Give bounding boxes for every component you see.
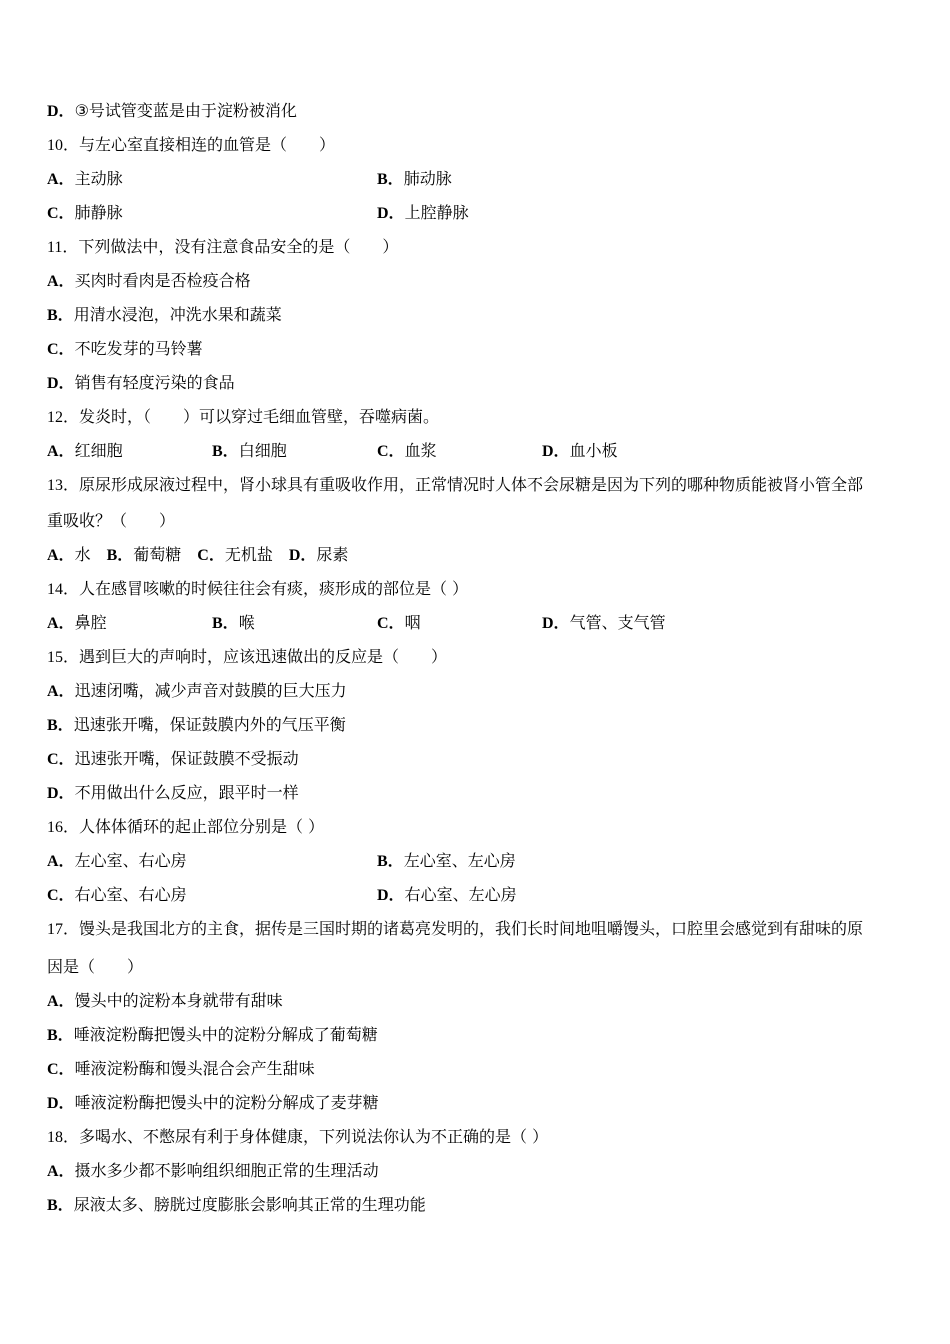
q12-stem — [47, 407, 439, 428]
q11-stem — [47, 237, 398, 258]
option-label: C． — [47, 887, 75, 904]
option-text: 肺动脉 — [403, 169, 452, 188]
question-number: 12． — [47, 409, 80, 426]
question-text: 馒头是我国北方的主食，据传是三国时期的诸葛亮发明的，我们长时间地咀嚼馒头，口腔里会感觉到有甜味的原 — [79, 919, 864, 938]
option-label: A． — [47, 273, 75, 290]
question-text: 重吸收？（ ） — [47, 511, 176, 530]
question-text: 与左心室直接相连的血管是（ ） — [79, 135, 336, 154]
q12-option-d — [542, 441, 618, 462]
option-label: B． — [47, 1027, 74, 1044]
q16-option-d — [377, 885, 517, 906]
option-label: B． — [212, 615, 239, 632]
option-label: C． — [377, 615, 405, 632]
option-text: 肺静脉 — [74, 203, 123, 222]
option-label: A． — [47, 1163, 75, 1180]
option-label: D． — [47, 1095, 75, 1112]
option-text: ③号试管变蓝是由于淀粉被消化 — [74, 101, 297, 120]
option-text: 唾液淀粉酶把馒头中的淀粉分解成了葡萄糖 — [73, 1025, 378, 1044]
question-text: 原尿形成尿液过程中，肾小球具有重吸收作用，正常情况时人体不会尿糖是因为下列的哪种物质能被肾小管全部 — [79, 475, 864, 494]
question-text: 多喝水、不憋尿有利于身体健康，下列说法你认为不正确的是（ ） — [79, 1127, 549, 1146]
option-label: A． — [47, 615, 75, 632]
option-text: 迅速张开嘴，保证鼓膜内外的气压平衡 — [73, 715, 346, 734]
option-label: A． — [47, 171, 75, 188]
question-number: 14． — [47, 581, 80, 598]
q10-option-a — [47, 169, 123, 190]
option-label: A． — [47, 683, 75, 700]
q14-option-d — [542, 613, 666, 634]
q16-option-b — [377, 851, 516, 872]
option-label: D． — [47, 785, 75, 802]
q10-option-d — [377, 203, 469, 224]
option-label: C． — [47, 1061, 75, 1078]
option-label: A． — [47, 547, 75, 564]
question-number: 11． — [47, 239, 79, 256]
q12-option-c — [377, 441, 437, 462]
option-text: 血小板 — [569, 441, 618, 460]
q14-option-c — [377, 613, 421, 634]
option-label: B． — [47, 307, 74, 324]
option-label: D． — [542, 615, 570, 632]
question-number: 16． — [47, 819, 80, 836]
option-text: 右心室、左心房 — [404, 885, 517, 904]
q17-stem-line2 — [47, 957, 143, 977]
q10-option-b — [377, 169, 452, 190]
q13-option-a — [47, 545, 91, 564]
option-label: D． — [377, 887, 405, 904]
option-text: 尿素 — [316, 545, 349, 564]
q13-stem-line1 — [47, 475, 863, 496]
option-label: C． — [197, 547, 225, 564]
option-label: B． — [377, 853, 404, 870]
q12-option-a — [47, 441, 123, 462]
option-label: D． — [288, 547, 317, 564]
q15-option-c — [47, 749, 299, 770]
option-text: 不用做出什么反应，跟平时一样 — [74, 783, 299, 802]
q13-option-d — [289, 545, 349, 564]
option-label: D． — [47, 375, 75, 392]
question-text: 人在感冒咳嗽的时候往往会有痰，痰形成的部位是（ ） — [79, 579, 469, 598]
option-label: D． — [377, 205, 405, 222]
option-text: 不吃发芽的马铃薯 — [74, 339, 203, 358]
q12-option-b — [212, 441, 287, 462]
q18-option-a — [47, 1161, 379, 1182]
option-text: 迅速张开嘴，保证鼓膜不受振动 — [74, 749, 299, 768]
question-number: 15． — [47, 649, 80, 666]
q13-options — [47, 545, 348, 566]
option-text: 无机盐 — [224, 545, 273, 564]
q15-option-b — [47, 715, 346, 736]
option-label: A． — [47, 443, 75, 460]
option-label: A． — [47, 853, 75, 870]
option-label: C． — [47, 205, 75, 222]
option-label: B． — [212, 443, 239, 460]
option-label: B． — [47, 717, 74, 734]
option-text: 水 — [74, 545, 91, 564]
q15-option-a — [47, 681, 347, 702]
q17-option-c — [47, 1059, 315, 1080]
q11-option-b — [47, 305, 282, 326]
option-text: 红细胞 — [74, 441, 123, 460]
option-label: D． — [542, 443, 570, 460]
option-text: 喉 — [238, 613, 255, 632]
option-label: B． — [106, 547, 134, 564]
option-text: 白细胞 — [238, 441, 287, 460]
q15-option-d — [47, 783, 299, 804]
option-text: 咽 — [404, 613, 421, 632]
q14-option-b — [212, 613, 255, 634]
question-text: 人体体循环的起止部位分别是（ ） — [79, 817, 325, 836]
q9-option-d — [47, 101, 297, 122]
question-number: 18． — [47, 1129, 80, 1146]
question-number: 10． — [47, 137, 80, 154]
q15-stem — [47, 647, 447, 668]
option-text: 血浆 — [404, 441, 437, 460]
option-label: C． — [47, 751, 75, 768]
option-label: B． — [377, 171, 404, 188]
option-text: 右心室、右心房 — [74, 885, 187, 904]
q11-option-c — [47, 339, 203, 360]
q18-option-b — [47, 1195, 426, 1216]
question-text: 因是（ ） — [47, 957, 144, 976]
q17-option-d — [47, 1093, 379, 1114]
q11-option-d — [47, 373, 235, 394]
option-label: B． — [47, 1197, 74, 1214]
option-text: 摄水多少都不影响组织细胞正常的生理活动 — [74, 1161, 379, 1180]
q17-stem-line1 — [47, 919, 863, 940]
option-text: 鼻腔 — [74, 613, 107, 632]
q10-option-c — [47, 203, 123, 224]
option-text: 气管、支气管 — [569, 613, 666, 632]
option-label: C． — [47, 341, 75, 358]
q17-option-b — [47, 1025, 378, 1046]
q18-stem — [47, 1127, 548, 1148]
option-text: 左心室、左心房 — [403, 851, 516, 870]
option-text: 左心室、右心房 — [74, 851, 187, 870]
q16-option-c — [47, 885, 187, 906]
option-label: C． — [377, 443, 405, 460]
question-text: 下列做法中，没有注意食品安全的是（ ） — [78, 237, 399, 256]
question-number: 17． — [47, 921, 80, 938]
option-text: 用清水浸泡，冲洗水果和蔬菜 — [73, 305, 282, 324]
question-text: 发炎时，（ ）可以穿过毛细血管壁，吞噬病菌。 — [79, 407, 440, 426]
question-text: 遇到巨大的声响时，应该迅速做出的反应是（ ） — [79, 647, 448, 666]
q11-option-a — [47, 271, 251, 292]
question-number: 13． — [47, 477, 80, 494]
option-text: 葡萄糖 — [133, 545, 182, 564]
option-text: 唾液淀粉酶和馒头混合会产生甜味 — [74, 1059, 315, 1078]
q10-stem — [47, 135, 335, 156]
q13-stem-line2 — [47, 511, 175, 531]
q16-option-a — [47, 851, 187, 872]
q14-option-a — [47, 613, 107, 634]
q13-option-b — [107, 545, 182, 564]
q16-stem — [47, 817, 324, 838]
option-label: D． — [47, 103, 75, 120]
option-text: 迅速闭嘴，减少声音对鼓膜的巨大压力 — [74, 681, 347, 700]
option-label: A． — [47, 993, 75, 1010]
option-text: 买肉时看肉是否检疫合格 — [74, 271, 251, 290]
option-text: 主动脉 — [74, 169, 123, 188]
option-text: 上腔静脉 — [404, 203, 469, 222]
option-text: 尿液太多、膀胱过度膨胀会影响其正常的生理功能 — [73, 1195, 426, 1214]
q14-stem — [47, 579, 468, 600]
q17-option-a — [47, 991, 283, 1012]
q13-option-c — [197, 545, 273, 564]
option-text: 馒头中的淀粉本身就带有甜味 — [74, 991, 283, 1010]
option-text: 唾液淀粉酶把馒头中的淀粉分解成了麦芽糖 — [74, 1093, 379, 1112]
option-text: 销售有轻度污染的食品 — [74, 373, 235, 392]
